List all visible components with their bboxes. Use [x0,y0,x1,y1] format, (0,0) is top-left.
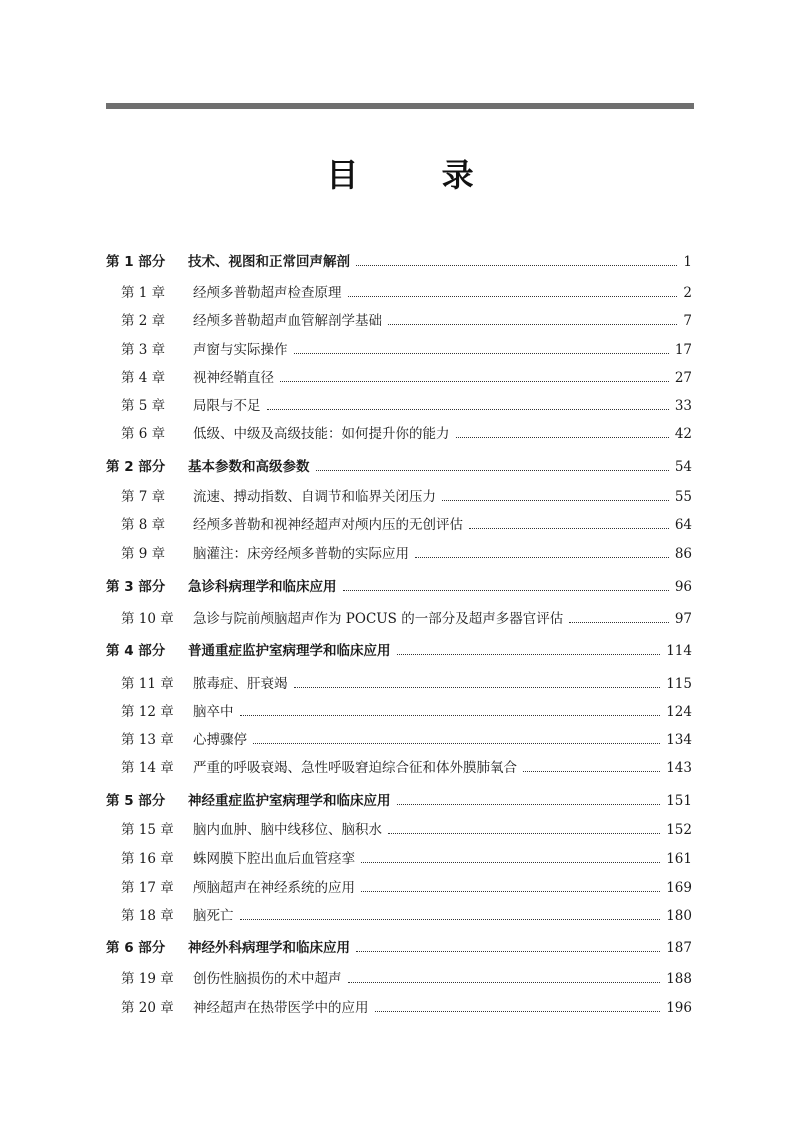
page-number: 143 [666,760,692,776]
chapter-number: 第 14 章 [121,760,174,776]
toc-part-entry [106,251,692,273]
page-number: 161 [666,851,692,867]
toc-chapter-entry [121,877,692,899]
dot-leader [294,687,661,688]
dot-leader [294,353,669,354]
toc-chapter-entry [121,848,692,870]
page-number: 2 [683,285,692,301]
chapter-title: 神经超声在热带医学中的应用 [193,1000,369,1016]
chapter-number: 第 3 章 [121,342,166,358]
page-number: 33 [674,398,692,414]
toc-chapter-entry [121,968,692,990]
chapter-number: 第 16 章 [121,851,174,867]
chapter-title: 颅脑超声在神经系统的应用 [193,880,355,896]
chapter-title: 低级、中级及高级技能：如何提升你的能力 [193,426,450,442]
chapter-title: 脑内血肿、脑中线移位、脑积水 [193,822,382,838]
toc-chapter-entry [121,701,692,723]
chapter-title: 脓毒症、肝衰竭 [193,676,288,692]
chapter-title: 声窗与实际操作 [193,342,288,358]
page-number: 134 [666,732,692,748]
dot-leader [442,500,669,501]
dot-leader [280,381,669,382]
page-number: 169 [666,880,692,896]
part-number: 第 1 部分 [106,254,166,270]
dot-leader [361,891,660,892]
part-number: 第 6 部分 [106,940,166,956]
dot-leader [316,470,669,471]
page-number: 152 [666,822,692,838]
toc-chapter-entry [121,486,692,508]
toc-chapter-entry [121,905,692,927]
chapter-title: 经颅多普勒超声血管解剖学基础 [193,313,382,329]
dot-leader [343,590,669,591]
page-number: 196 [666,1000,692,1016]
toc-part-entry [106,640,692,662]
page-number: 17 [674,342,692,358]
page-number: 188 [666,971,692,987]
toc-chapter-entry [121,310,692,332]
dot-leader [375,1011,661,1012]
toc-chapter-entry [121,367,692,389]
toc-chapter-entry [121,608,692,630]
chapter-title: 视神经鞘直径 [193,370,274,386]
page-number: 96 [674,579,692,595]
chapter-title: 严重的呼吸衰竭、急性呼吸窘迫综合征和体外膜肺氧合 [193,760,517,776]
page-number: 1 [683,254,692,270]
dot-leader [240,715,661,716]
chapter-title: 流速、搏动指数、自调节和临界关闭压力 [193,489,436,505]
part-title: 神经外科病理学和临床应用 [188,940,350,956]
chapter-number: 第 19 章 [121,971,174,987]
page-title: 目 录 [326,156,510,194]
toc-chapter-entry [121,729,692,751]
toc-chapter-entry [121,819,692,841]
dot-leader [388,833,660,834]
part-title: 急诊科病理学和临床应用 [188,579,337,595]
chapter-title: 局限与不足 [193,398,261,414]
part-title: 普通重症监护室病理学和临床应用 [188,643,391,659]
dot-leader [523,771,660,772]
page-number: 55 [674,489,692,505]
chapter-title: 经颅多普勒超声检查原理 [193,285,342,301]
toc-chapter-entry [121,757,692,779]
toc-part-entry [106,456,692,478]
page-number: 97 [674,611,692,627]
toc-chapter-entry [121,673,692,695]
dot-leader [397,654,661,655]
page-number: 114 [666,643,692,659]
chapter-title: 脑死亡 [193,908,234,924]
part-title: 技术、视图和正常回声解剖 [188,254,350,270]
chapter-number: 第 18 章 [121,908,174,924]
chapter-number: 第 17 章 [121,880,174,896]
chapter-number: 第 6 章 [121,426,166,442]
toc-part-entry [106,576,692,598]
chapter-title: 经颅多普勒和视神经超声对颅内压的无创评估 [193,517,463,533]
dot-leader [388,324,677,325]
chapter-number: 第 11 章 [121,676,174,692]
page-number: 64 [674,517,692,533]
part-number: 第 2 部分 [106,459,166,475]
toc-chapter-entry [121,514,692,536]
toc-chapter-entry [121,282,692,304]
dot-leader [469,528,669,529]
dot-leader [267,409,669,410]
dot-leader [348,982,661,983]
chapter-number: 第 15 章 [121,822,174,838]
toc-chapter-entry [121,395,692,417]
chapter-number: 第 7 章 [121,489,166,505]
toc-chapter-entry [121,543,692,565]
page-number: 7 [683,313,692,329]
chapter-number: 第 1 章 [121,285,166,301]
dot-leader [356,951,660,952]
part-number: 第 5 部分 [106,793,166,809]
toc-chapter-entry [121,423,692,445]
chapter-number: 第 10 章 [121,611,174,627]
chapter-number: 第 8 章 [121,517,166,533]
page-number: 86 [674,546,692,562]
chapter-number: 第 4 章 [121,370,166,386]
page-number: 27 [674,370,692,386]
toc-part-entry [106,937,692,959]
chapter-title: 创伤性脑损伤的术中超声 [193,971,342,987]
toc-part-entry [106,790,692,812]
chapter-title: 脑灌注：床旁经颅多普勒的实际应用 [193,546,409,562]
chapter-title: 急诊与院前颅脑超声作为 POCUS 的一部分及超声多器官评估 [193,611,564,627]
dot-leader [348,296,678,297]
part-title: 神经重症监护室病理学和临床应用 [188,793,391,809]
dot-leader [456,437,669,438]
toc-chapter-entry [121,339,692,361]
page-number: 151 [666,793,692,809]
chapter-title: 脑卒中 [193,704,234,720]
chapter-number: 第 5 章 [121,398,166,414]
part-title: 基本参数和高级参数 [188,459,310,475]
chapter-number: 第 2 章 [121,313,166,329]
chapter-number: 第 20 章 [121,1000,174,1016]
page-number: 187 [666,940,692,956]
chapter-number: 第 12 章 [121,704,174,720]
page-number: 180 [666,908,692,924]
dot-leader [569,622,669,623]
dot-leader [356,265,677,266]
page-number: 42 [674,426,692,442]
chapter-title: 心搏骤停 [193,732,247,748]
chapter-number: 第 13 章 [121,732,174,748]
dot-leader [253,743,660,744]
chapter-title: 蛛网膜下腔出血后血管痉挛 [193,851,355,867]
part-number: 第 4 部分 [106,643,166,659]
part-number: 第 3 部分 [106,579,166,595]
dot-leader [397,804,661,805]
page-number: 54 [674,459,692,475]
page-number: 115 [666,676,692,692]
dot-leader [240,919,661,920]
dot-leader [361,862,660,863]
page-number: 124 [666,704,692,720]
chapter-number: 第 9 章 [121,546,166,562]
dot-leader [415,557,669,558]
toc-chapter-entry [121,997,692,1019]
